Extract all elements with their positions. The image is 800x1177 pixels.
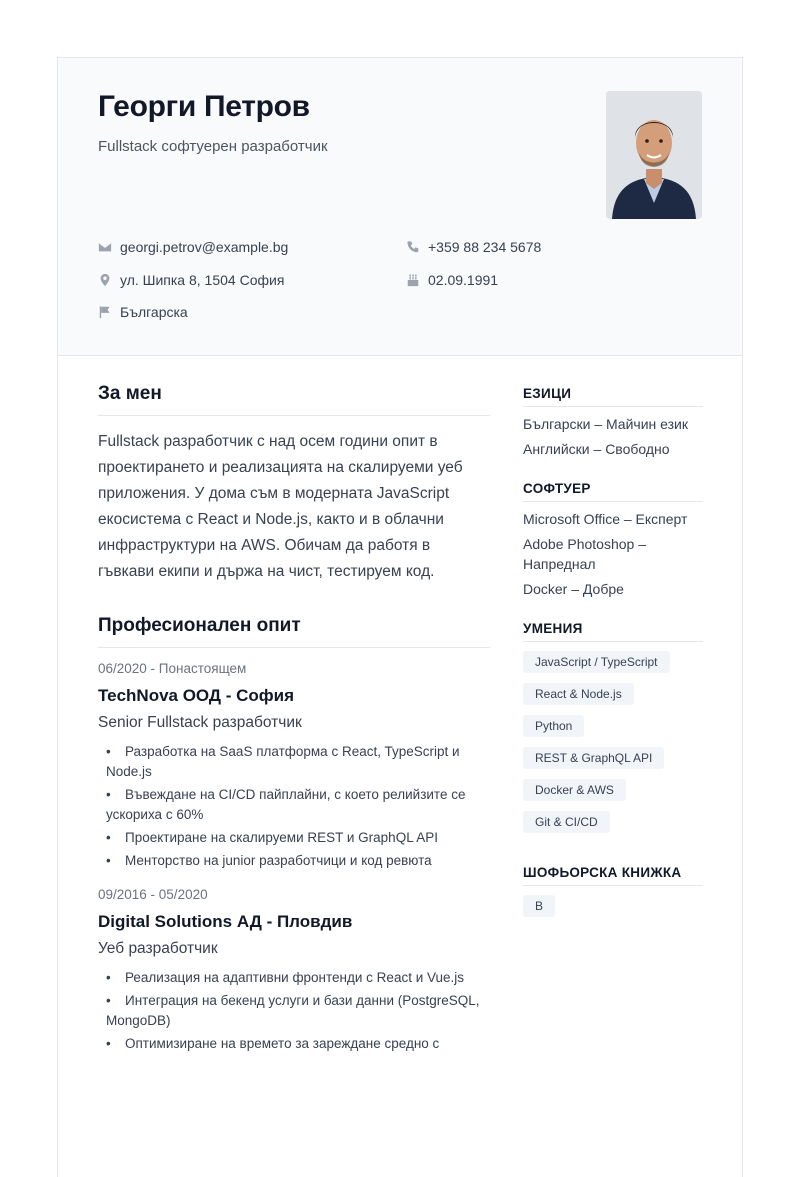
job-date: 06/2020 - Понастоящем: [98, 661, 247, 676]
address-text: ул. Шипка 8, 1504 София: [120, 272, 285, 288]
job-role: Уеб разработчик: [98, 940, 218, 957]
software-item: Docker – Добре: [523, 581, 624, 597]
contact-birthdate: [406, 272, 498, 288]
contact-email[interactable]: [98, 239, 288, 255]
skills-tags: [523, 651, 703, 843]
job-bullet: • Реализация на адаптивни фронтенди с React и Vue.js: [106, 968, 490, 988]
phone-text: +359 88 234 5678: [428, 239, 542, 255]
job-bullet: • Оптимизиране на времето за зареждане средно с: [106, 1034, 490, 1054]
license-tags: [523, 895, 703, 927]
sidebar-column: [523, 386, 703, 949]
nationality-text: Българска: [120, 304, 188, 320]
job-entry: [98, 661, 490, 871]
languages-section: [523, 386, 703, 459]
language-item: Английски – Свободно: [523, 441, 670, 457]
cv-header: [58, 58, 742, 356]
person-photo-icon: [606, 91, 702, 219]
contact-phone[interactable]: [406, 239, 541, 255]
job-bullets: [98, 742, 490, 871]
skill-tag: Docker & AWS: [523, 779, 626, 801]
job-bullets: [98, 968, 490, 1054]
birthday-cake-icon: [406, 273, 420, 287]
skill-tag: Python: [523, 715, 584, 737]
main-column: [98, 383, 490, 1057]
person-name: Георги Петров: [98, 90, 310, 123]
skill-tag: REST & GraphQL API: [523, 747, 664, 769]
software-item: Adobe Photoshop – Напреднал: [523, 536, 646, 572]
job-company: Digital Solutions АД - Пловдив: [98, 912, 353, 931]
job-bullet: • Разработка на SaaS платформа с React, TypeScript и Node.js: [106, 742, 490, 782]
skills-heading: УМЕНИЯ: [523, 621, 703, 642]
software-section: [523, 481, 703, 599]
license-heading: ШОФЬОРСКА КНИЖКА: [523, 865, 703, 886]
about-section: [98, 383, 490, 585]
job-bullet: • Интеграция на бекенд услуги и бази данни (PostgreSQL, MongoDB): [106, 991, 490, 1031]
skills-section: [523, 621, 703, 843]
experience-section: [98, 615, 490, 1054]
job-bullet: • Въвеждане на CI/CD пайплайни, с което релийзите се ускориха с 60%: [106, 785, 490, 825]
software-item: Microsoft Office – Експерт: [523, 511, 688, 527]
license-tag: B: [523, 895, 555, 917]
contact-address: [98, 272, 284, 288]
experience-heading: Професионален опит: [98, 615, 490, 648]
skill-tag: Git & CI/CD: [523, 811, 610, 833]
phone-icon: [406, 240, 420, 254]
job-role: Senior Fullstack разработчик: [98, 714, 302, 731]
languages-heading: ЕЗИЦИ: [523, 386, 703, 407]
skill-tag: JavaScript / TypeScript: [523, 651, 670, 673]
job-entry: [98, 887, 490, 1054]
skill-tag: React & Node.js: [523, 683, 634, 705]
cv-page: [57, 57, 743, 1177]
birthdate-text: 02.09.1991: [428, 272, 499, 288]
job-bullet: • Проектиране на скалируеми REST и GraphQL API: [106, 828, 490, 848]
contact-nationality: [98, 304, 188, 320]
profile-photo: [606, 91, 702, 219]
about-text: Fullstack разработчик с над осем години опит в проектирането и реализацията на скалируеми уеб приложения. У дома съм в модерната JavaScript екосистема с React и Node.js, както и в облачни инфраструктури на AWS. Обичам да работя в гъвкави екипи и държа на чист, тестируем код.: [98, 433, 463, 580]
job-date: 09/2016 - 05/2020: [98, 887, 208, 902]
software-heading: СОФТУЕР: [523, 481, 703, 502]
envelope-icon: [98, 240, 112, 254]
flag-icon: [98, 305, 112, 319]
job-title: Fullstack софтуерен разработчик: [98, 138, 328, 155]
license-section: [523, 865, 703, 927]
map-pin-icon: [98, 273, 112, 287]
email-text: georgi.petrov@example.bg: [120, 239, 289, 255]
job-company: TechNova ООД - София: [98, 686, 295, 705]
about-heading: За мен: [98, 383, 490, 416]
job-bullet: • Менторство на junior разработчици и код ревюта: [106, 851, 490, 871]
language-item: Български – Майчин език: [523, 416, 688, 432]
